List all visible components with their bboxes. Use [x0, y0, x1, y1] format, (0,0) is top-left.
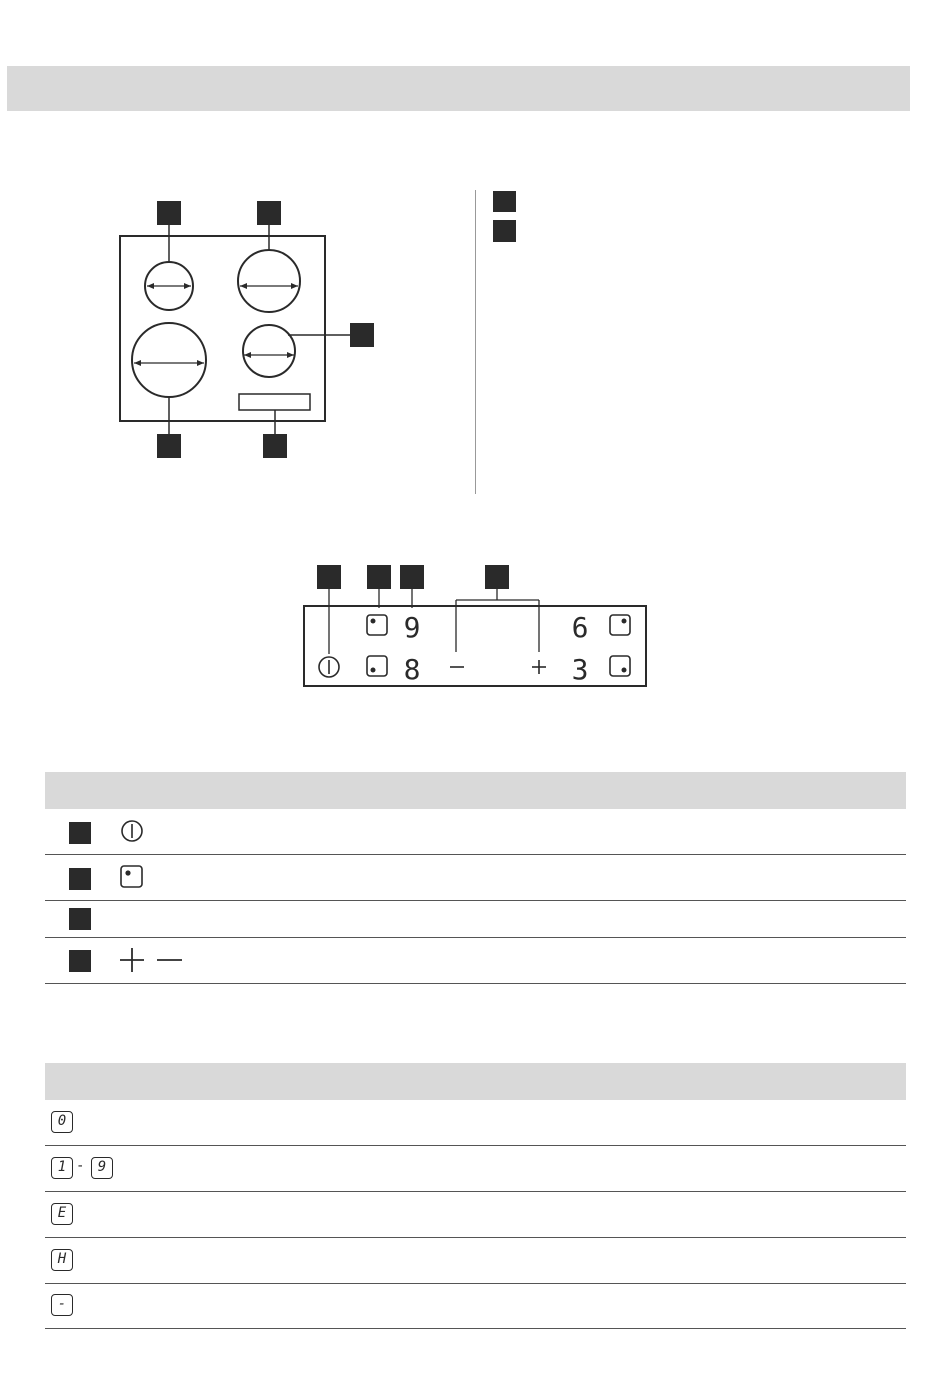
row-callout-1	[69, 822, 91, 844]
control-panel-diagram	[300, 562, 650, 692]
panel-callout-3	[400, 565, 424, 589]
table-row	[45, 901, 906, 938]
table-row	[45, 1284, 906, 1329]
on-off-icon	[319, 657, 339, 677]
section-header-band	[7, 66, 910, 111]
callout-4	[157, 434, 181, 458]
display-symbol: E	[51, 1203, 73, 1225]
row-callout-3	[69, 908, 91, 930]
range-dash: -	[76, 1158, 85, 1174]
zone-indicator-icon-top-left	[367, 615, 387, 635]
cooking-zone-rear-right	[238, 250, 300, 312]
row-callout-2	[69, 868, 91, 890]
panel-callout-4	[485, 565, 509, 589]
display-symbol: 9	[91, 1157, 113, 1179]
hob-layout-diagram	[110, 195, 385, 465]
display-symbol: H	[51, 1249, 73, 1271]
callout-2	[257, 201, 281, 225]
display-table	[45, 1063, 906, 1329]
cooking-zone-large-left	[132, 323, 206, 397]
callout-5	[263, 434, 287, 458]
power-display-top-left: 9	[403, 611, 421, 644]
zone-indicator-icon-top-right	[610, 615, 630, 635]
table-row	[45, 1100, 906, 1146]
power-display-top-right: 6	[571, 611, 589, 644]
plus-icon	[532, 660, 546, 674]
zone-indicator-icon-bottom-left	[367, 656, 387, 676]
cooking-zone-small-right	[243, 325, 295, 377]
legend-callout-2	[493, 220, 516, 242]
control-panel-frame	[304, 606, 646, 686]
on-off-icon	[119, 818, 145, 844]
column-divider	[475, 190, 476, 494]
callout-1	[157, 201, 181, 225]
control-panel-outline	[239, 394, 310, 410]
zone-indicator-icon	[119, 864, 145, 890]
table-row	[45, 938, 906, 984]
plus-icon	[120, 948, 144, 972]
legend-callout-1	[493, 191, 516, 212]
controls-table-header	[45, 772, 906, 809]
plus-minus-icons	[119, 948, 185, 974]
display-table-header	[45, 1063, 906, 1100]
table-row	[45, 1192, 906, 1238]
controls-table	[45, 772, 906, 984]
table-row	[45, 1238, 906, 1284]
callout-3	[350, 323, 374, 347]
panel-callout-1	[317, 565, 341, 589]
table-row	[45, 1146, 906, 1192]
display-symbol: -	[51, 1294, 73, 1316]
power-display-bottom-left: 8	[403, 653, 421, 686]
display-symbol: 0	[51, 1111, 73, 1133]
table-row	[45, 809, 906, 855]
table-row	[45, 855, 906, 901]
display-symbol: 1	[51, 1157, 73, 1179]
row-callout-4	[69, 950, 91, 972]
zone-indicator-icon-bottom-right	[610, 656, 630, 676]
panel-callout-2	[367, 565, 391, 589]
power-display-bottom-right: 3	[571, 653, 589, 686]
